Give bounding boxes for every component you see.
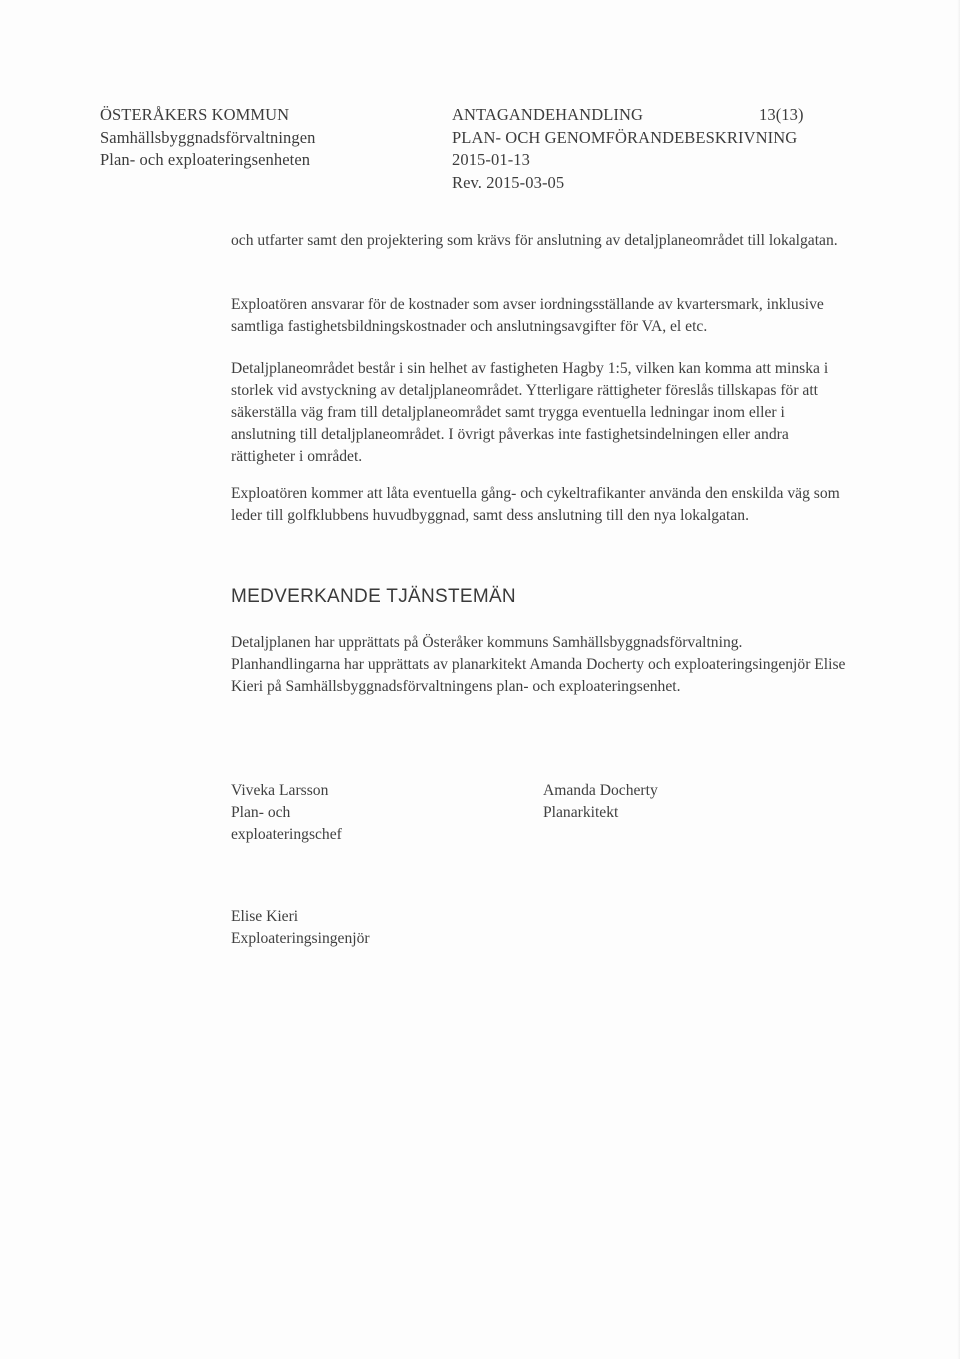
header-unit: Plan- och exploateringsenheten [100,150,311,169]
signature-block [231,780,342,846]
paragraph-text: Detaljplaneområdet består i sin helhet av fastigheten Hagby 1:5, vilken kan komma att minska i storlek vid avstyckning av detaljplaneområdet. Ytterligare rättigheter föreslås tillskapas för att säkerställa väg fram till detaljplaneområdet samt trygga eventuella ledningar inom eller i anslutning till detaljplaneområdet. I övrigt påverkas inte fastighetsindelningen eller andra rättigheter i området. [231,360,829,465]
signatory-name: Amanda Docherty [543,782,658,799]
signatory-name: Elise Kieri [231,908,299,925]
page-number: 13(13) [759,105,804,124]
signatory-name: Viveka Larsson [231,782,329,799]
body-paragraph [231,230,851,252]
signatory-title: Planarkitekt [543,804,619,821]
header-doc-type-row [452,104,852,127]
section-paragraph [231,632,851,698]
header-revision: Rev. 2015-03-05 [452,172,565,192]
paragraph-text: Exploatören ansvarar för de kostnader som avser iordningsställande av kvartersmark, inklusive samtliga fastighetsbildningskostnader och anslutningsavgifter för VA, el etc. [231,296,824,335]
signature-block [231,906,370,950]
body-paragraph [231,483,851,527]
header-municipality: ÖSTERÅKERS KOMMUN [100,105,290,124]
signature-block [543,780,658,824]
header-document-info [452,104,852,194]
signatory-title: Exploateringsingenjör [231,930,370,947]
paragraph-text: Detaljplanen har upprättats på Österåker kommuns Samhällsbyggnadsförvaltning. Planhandlingarna har upprättats av planarkitekt Amanda Docherty och exploateringsingenjör Elise Kieri på Samhällsbyggnadsförvaltningens plan- och exploateringsenhet. [231,634,846,695]
header-date: 2015-01-13 [452,150,530,169]
body-paragraph [231,294,851,338]
signatory-title: Plan- och [231,804,291,821]
header-doc-title: PLAN- OCH GENOMFÖRANDEBESKRIVNING [452,127,798,147]
header-doc-type: ANTAGANDEHANDLING [452,105,644,124]
header-organization [100,104,316,172]
paragraph-text: och utfarter samt den projektering som krävs för anslutning av detaljplaneområdet till lokalgatan. [231,232,838,249]
paragraph-text: Exploatören kommer att låta eventuella gång- och cykeltrafikanter använda den enskilda väg som leder till golfklubbens huvudbyggnad, samt dess anslutning till den nya lokalgatan. [231,485,840,524]
signatory-title: exploateringschef [231,826,342,843]
header-department: Samhällsbyggnadsförvaltningen [100,127,316,147]
section-heading: MEDVERKANDE TJÄNSTEMÄN [231,586,516,607]
body-paragraph [231,358,851,468]
